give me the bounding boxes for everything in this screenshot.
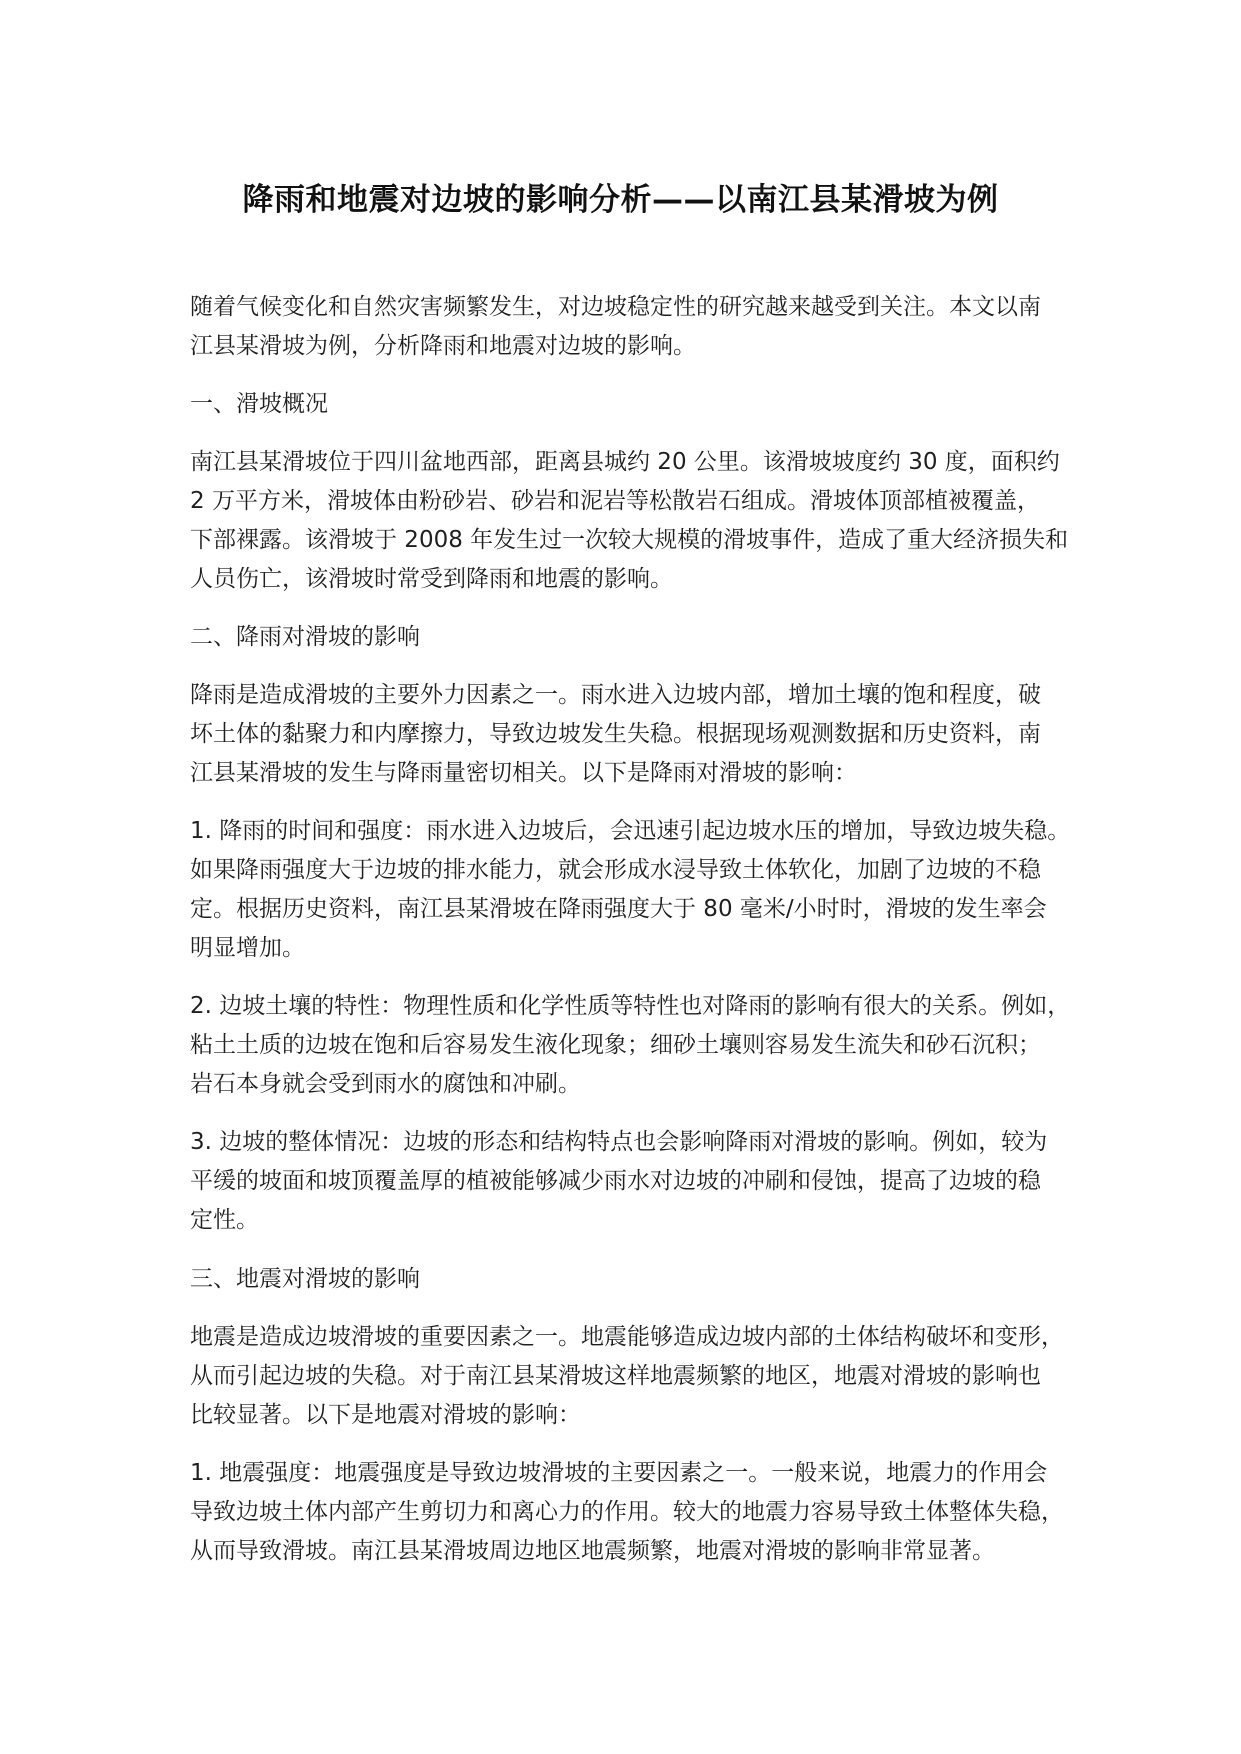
- rainfall-item-3: [190, 1123, 1090, 1240]
- section-heading-rainfall: 二、降雨对滑坡的影响: [190, 624, 420, 650]
- text-line: 下部裸露。该滑坡于 2008 年发生过一次较大规模的滑坡事件，造成了重大经济损失和: [190, 527, 1069, 553]
- text-line: 降雨是造成滑坡的主要外力因素之一。雨水进入边坡内部，增加土壤的饱和程度，破: [190, 682, 1041, 708]
- text-line: 定。根据历史资料，南江县某滑坡在降雨强度大于 80 毫米/小时时，滑坡的发生率会: [190, 896, 1047, 922]
- text-line: 导致边坡土体内部产生剪切力和离心力的作用。较大的地震力容易导致土体整体失稳，: [190, 1499, 1064, 1525]
- rainfall-paragraph: [190, 676, 1090, 793]
- rainfall-item-1: [190, 812, 1090, 968]
- text-line: 随着气候变化和自然灾害频繁发生，对边坡稳定性的研究越来越受到关注。本文以南: [190, 294, 1041, 320]
- text-line: 如果降雨强度大于边坡的排水能力，就会形成水浸导致土体软化，加剧了边坡的不稳: [190, 857, 1041, 883]
- text-line: 江县某滑坡的发生与降雨量密切相关。以下是降雨对滑坡的影响：: [190, 760, 857, 786]
- document-title: 降雨和地震对边坡的影响分析——以南江县某滑坡为例: [242, 182, 999, 218]
- text-line: 从而导致滑坡。南江县某滑坡周边地区地震频繁，地震对滑坡的影响非常显著。: [190, 1538, 995, 1564]
- text-line: 地震是造成边坡滑坡的重要因素之一。地震能够造成边坡内部的土体结构破坏和变形，: [190, 1324, 1064, 1350]
- text-line: 明显增加。: [190, 935, 305, 961]
- section-heading-earthquake: 三、地震对滑坡的影响: [190, 1266, 420, 1292]
- text-line: 定性。: [190, 1207, 259, 1233]
- text-line: 南江县某滑坡位于四川盆地西部，距离县城约 20 公里。该滑坡坡度约 30 度，面积约: [190, 449, 1060, 475]
- text-line: 江县某滑坡为例，分析降雨和地震对边坡的影响。: [190, 333, 696, 359]
- text-line: 3. 边坡的整体情况：边坡的形态和结构特点也会影响降雨对滑坡的影响。例如，较为: [190, 1129, 1048, 1155]
- text-line: 从而引起边坡的失稳。对于南江县某滑坡这样地震频繁的地区，地震对滑坡的影响也: [190, 1363, 1041, 1389]
- text-line: 2. 边坡土壤的特性：物理性质和化学性质等特性也对降雨的影响有很大的关系。例如，: [190, 993, 1071, 1019]
- rainfall-item-2: [190, 987, 1090, 1104]
- text-line: 粘土土质的边坡在饱和后容易发生液化现象；细砂土壤则容易发生流失和砂石沉积；: [190, 1032, 1041, 1058]
- text-line: 坏土体的黏聚力和内摩擦力，导致边坡发生失稳。根据现场观测数据和历史资料，南: [190, 721, 1041, 747]
- text-line: 岩石本身就会受到雨水的腐蚀和冲刷。: [190, 1071, 581, 1097]
- earthquake-paragraph: [190, 1318, 1090, 1435]
- text-line: 1. 降雨的时间和强度：雨水进入边坡后，会迅速引起边坡水压的增加，导致边坡失稳。: [190, 818, 1071, 844]
- section-heading-overview: 一、滑坡概况: [190, 391, 328, 417]
- intro-paragraph: [190, 288, 1090, 366]
- text-line: 平缓的坡面和坡顶覆盖厚的植被能够减少雨水对边坡的冲刷和侵蚀，提高了边坡的稳: [190, 1168, 1041, 1194]
- text-line: 2 万平方米，滑坡体由粉砂岩、砂岩和泥岩等松散岩石组成。滑坡体顶部植被覆盖，: [190, 488, 1040, 514]
- text-line: 比较显著。以下是地震对滑坡的影响：: [190, 1402, 581, 1428]
- text-line: 1. 地震强度：地震强度是导致边坡滑坡的主要因素之一。一般来说，地震力的作用会: [190, 1460, 1048, 1486]
- text-line: 人员伤亡，该滑坡时常受到降雨和地震的影响。: [190, 566, 673, 592]
- overview-paragraph: [190, 443, 1090, 599]
- earthquake-item-1: [190, 1454, 1090, 1571]
